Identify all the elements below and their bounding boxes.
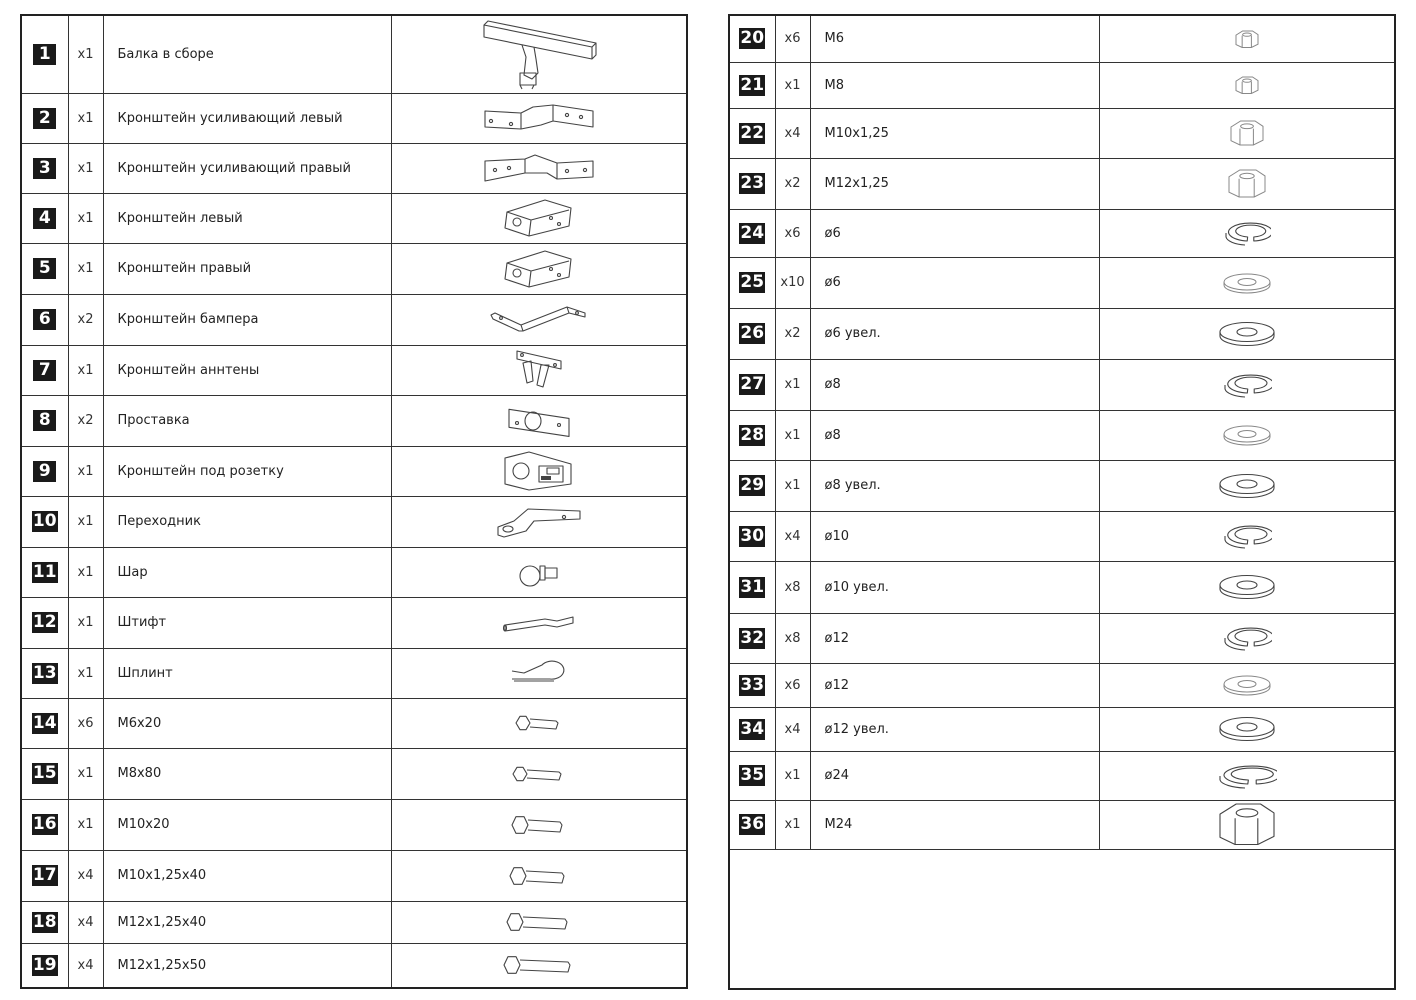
pin-icon	[392, 613, 687, 633]
spring-washer-icon	[1100, 522, 1395, 550]
part-name: Кронштейн усиливающий правый	[103, 143, 391, 193]
part-number-badge: 22	[740, 122, 765, 143]
part-drawing-cell	[1099, 613, 1395, 663]
part-number-cell	[21, 345, 68, 395]
part-quantity: x1	[68, 93, 103, 143]
part-drawing-cell	[1099, 257, 1395, 308]
part-name: Шплинт	[103, 648, 391, 698]
part-row	[729, 158, 1395, 209]
part-number-badge: 34	[740, 718, 765, 739]
part-number-cell	[21, 93, 68, 143]
part-number-badge: 25	[740, 272, 765, 292]
part-quantity: x1	[775, 410, 810, 460]
part-row	[21, 901, 687, 943]
bolt-icon	[392, 910, 687, 934]
bracket-left-icon	[392, 198, 687, 238]
part-number-cell	[729, 460, 775, 511]
part-number-cell	[729, 800, 775, 849]
part-row	[21, 698, 687, 748]
large-flat-washer-icon	[1100, 320, 1395, 348]
bolt-icon	[392, 864, 687, 888]
part-row	[21, 243, 687, 294]
part-row	[729, 751, 1395, 800]
adapter-icon	[392, 505, 687, 539]
bolt-icon	[392, 813, 687, 837]
part-name: M12x1,25x40	[103, 901, 391, 943]
part-number-badge: 6	[33, 309, 56, 330]
part-number-badge: 1	[33, 44, 56, 65]
part-row	[729, 257, 1395, 308]
bolt-icon	[392, 953, 687, 977]
part-name: ø10 увел.	[810, 561, 1099, 613]
part-number-badge: 7	[33, 360, 56, 381]
part-number-cell	[729, 613, 775, 663]
part-drawing-cell	[391, 850, 687, 901]
part-name: Переходник	[103, 496, 391, 547]
part-row	[729, 707, 1395, 751]
part-drawing-cell	[391, 496, 687, 547]
part-drawing-cell	[391, 547, 687, 597]
part-number-badge: 11	[32, 561, 57, 582]
part-number-badge: 3	[33, 158, 56, 179]
part-quantity: x4	[68, 901, 103, 943]
part-number-badge: 21	[740, 74, 765, 95]
parts-table-left-body	[21, 15, 687, 988]
part-quantity: x1	[68, 648, 103, 698]
part-number-badge: 12	[32, 612, 57, 632]
part-row	[729, 359, 1395, 410]
flat-washer-icon	[1100, 271, 1395, 295]
part-drawing-cell	[391, 294, 687, 345]
hex-nut-icon	[1100, 168, 1395, 199]
part-quantity: x2	[68, 395, 103, 446]
part-quantity: x1	[68, 243, 103, 294]
part-drawing-cell	[1099, 663, 1395, 707]
part-drawing-cell	[1099, 158, 1395, 209]
part-name: ø8 увел.	[810, 460, 1099, 511]
part-number-cell	[729, 511, 775, 561]
part-drawing-cell	[391, 901, 687, 943]
part-row	[21, 294, 687, 345]
part-number-badge: 28	[740, 424, 765, 445]
part-drawing-cell	[391, 93, 687, 143]
part-name: ø8	[810, 410, 1099, 460]
part-row	[21, 15, 687, 93]
part-name: ø12	[810, 663, 1099, 707]
part-number-badge: 8	[33, 410, 56, 431]
part-name: Балка в сборе	[103, 15, 391, 93]
part-number-cell	[729, 108, 775, 158]
part-number-cell	[21, 193, 68, 243]
part-drawing-cell	[1099, 308, 1395, 359]
part-quantity: x1	[68, 345, 103, 395]
part-row	[729, 613, 1395, 663]
flat-washer-icon	[1100, 673, 1395, 697]
part-quantity: x1	[775, 800, 810, 849]
large-flat-washer-icon	[1100, 573, 1395, 601]
part-drawing-cell	[391, 15, 687, 93]
part-quantity: x4	[68, 850, 103, 901]
part-quantity: x1	[775, 359, 810, 410]
hex-nut-icon	[1100, 29, 1395, 50]
part-number-cell	[21, 850, 68, 901]
cotter-pin-icon	[392, 659, 687, 687]
spring-washer-icon	[1100, 624, 1395, 652]
part-number-cell	[21, 547, 68, 597]
part-drawing-cell	[391, 193, 687, 243]
part-quantity: x6	[775, 15, 810, 62]
part-name: ø10	[810, 511, 1099, 561]
part-number-cell	[729, 257, 775, 308]
part-number-badge: 29	[740, 475, 765, 495]
part-quantity: x6	[775, 209, 810, 257]
part-number-cell	[729, 663, 775, 707]
part-row	[729, 460, 1395, 511]
part-quantity: x2	[68, 294, 103, 345]
part-name: M12x1,25x50	[103, 943, 391, 988]
flat-washer-icon	[1100, 423, 1395, 447]
reinforcing-bracket-right-icon	[392, 153, 687, 183]
part-number-cell	[21, 446, 68, 496]
part-drawing-cell	[1099, 108, 1395, 158]
part-row	[21, 648, 687, 698]
bolt-icon	[392, 762, 687, 786]
part-row	[21, 496, 687, 547]
part-row	[729, 561, 1395, 613]
empty-notes-row	[729, 849, 1395, 989]
part-number-badge: 35	[740, 765, 765, 785]
part-row	[21, 943, 687, 988]
bolt-icon	[392, 711, 687, 735]
part-drawing-cell	[391, 243, 687, 294]
part-drawing-cell	[1099, 460, 1395, 511]
part-row	[729, 308, 1395, 359]
part-number-badge: 10	[32, 511, 57, 531]
part-drawing-cell	[391, 345, 687, 395]
part-number-badge: 13	[32, 662, 57, 683]
part-quantity: x2	[775, 158, 810, 209]
part-drawing-cell	[1099, 800, 1395, 849]
part-number-badge: 18	[32, 911, 57, 932]
tow-bar-beam-icon	[392, 17, 687, 91]
part-drawing-cell	[391, 597, 687, 648]
part-quantity: x6	[775, 663, 810, 707]
part-number-badge: 14	[32, 712, 57, 733]
part-row	[21, 547, 687, 597]
part-name: M8x80	[103, 748, 391, 799]
part-number-cell	[729, 410, 775, 460]
reinforcing-bracket-left-icon	[392, 103, 687, 133]
part-drawing-cell	[1099, 209, 1395, 257]
part-quantity: x1	[68, 496, 103, 547]
part-number-badge: 27	[740, 374, 765, 394]
part-row	[729, 209, 1395, 257]
part-name: M24	[810, 800, 1099, 849]
part-row	[21, 143, 687, 193]
part-number-cell	[729, 62, 775, 108]
tow-ball-icon	[392, 554, 687, 590]
parts-table-left	[20, 14, 688, 989]
part-number-badge: 24	[740, 222, 765, 243]
part-number-cell	[21, 496, 68, 547]
part-quantity: x1	[68, 15, 103, 93]
part-drawing-cell	[391, 648, 687, 698]
part-name: M6	[810, 15, 1099, 62]
part-number-cell	[729, 158, 775, 209]
part-row	[729, 663, 1395, 707]
part-drawing-cell	[1099, 707, 1395, 751]
part-number-cell	[21, 243, 68, 294]
part-quantity: x8	[775, 613, 810, 663]
part-name: Кронштейн усиливающий левый	[103, 93, 391, 143]
part-drawing-cell	[391, 395, 687, 446]
part-number-badge: 16	[32, 814, 57, 834]
part-number-cell	[21, 15, 68, 93]
part-quantity: x1	[68, 143, 103, 193]
part-name: Кронштейн левый	[103, 193, 391, 243]
part-number-cell	[729, 209, 775, 257]
part-name: ø24	[810, 751, 1099, 800]
part-number-badge: 33	[740, 674, 765, 695]
part-row	[21, 799, 687, 850]
part-number-badge: 36	[740, 814, 765, 834]
part-number-badge: 20	[740, 28, 765, 49]
part-drawing-cell	[1099, 359, 1395, 410]
part-name: M10x1,25	[810, 108, 1099, 158]
part-row	[21, 748, 687, 799]
part-number-cell	[21, 597, 68, 648]
part-quantity: x4	[775, 108, 810, 158]
spring-washer-icon	[1100, 371, 1395, 399]
part-number-badge: 19	[32, 954, 57, 975]
part-drawing-cell	[391, 143, 687, 193]
part-row	[729, 62, 1395, 108]
part-number-cell	[21, 901, 68, 943]
empty-notes-area	[729, 849, 1395, 989]
part-number-cell	[21, 395, 68, 446]
part-number-cell	[21, 799, 68, 850]
part-number-badge: 4	[33, 208, 56, 229]
part-number-cell	[729, 308, 775, 359]
part-row	[729, 511, 1395, 561]
part-quantity: x1	[775, 751, 810, 800]
spacer-icon	[392, 405, 687, 437]
part-name: M6x20	[103, 698, 391, 748]
part-number-badge: 32	[740, 627, 765, 648]
large-flat-washer-icon	[1100, 715, 1395, 743]
part-number-badge: 26	[740, 323, 765, 343]
part-name: Штифт	[103, 597, 391, 648]
part-drawing-cell	[391, 799, 687, 850]
socket-bracket-icon	[392, 450, 687, 492]
part-row	[21, 345, 687, 395]
part-quantity: x1	[775, 460, 810, 511]
part-number-cell	[21, 294, 68, 345]
part-name: Шар	[103, 547, 391, 597]
part-name: M10x1,25x40	[103, 850, 391, 901]
part-name: ø12	[810, 613, 1099, 663]
part-row	[729, 108, 1395, 158]
bumper-bracket-icon	[392, 305, 687, 335]
part-name: Кронштейн правый	[103, 243, 391, 294]
parts-table-right-body	[729, 15, 1395, 989]
part-number-cell	[21, 748, 68, 799]
large-flat-washer-icon	[1100, 472, 1395, 500]
bracket-right-icon	[392, 249, 687, 289]
part-row	[21, 93, 687, 143]
part-row	[729, 410, 1395, 460]
part-number-cell	[21, 943, 68, 988]
part-quantity: x6	[68, 698, 103, 748]
part-quantity: x1	[68, 799, 103, 850]
part-drawing-cell	[1099, 410, 1395, 460]
hex-nut-icon	[1100, 75, 1395, 96]
part-name: Проставка	[103, 395, 391, 446]
part-row	[729, 15, 1395, 62]
part-number-badge: 17	[32, 865, 57, 885]
part-drawing-cell	[391, 446, 687, 496]
part-quantity: x8	[775, 561, 810, 613]
part-name: Кронштейн бампера	[103, 294, 391, 345]
hex-nut-icon	[1100, 802, 1395, 847]
part-number-badge: 2	[33, 108, 56, 129]
part-number-badge: 31	[740, 576, 765, 597]
part-row	[21, 850, 687, 901]
part-name: Кронштейн аннтены	[103, 345, 391, 395]
part-number-cell	[21, 143, 68, 193]
antenna-bracket-icon	[392, 349, 687, 391]
part-number-cell	[729, 561, 775, 613]
part-row	[21, 193, 687, 243]
part-number-cell	[21, 698, 68, 748]
part-name: ø12 увел.	[810, 707, 1099, 751]
part-drawing-cell	[1099, 62, 1395, 108]
part-number-cell	[729, 751, 775, 800]
part-row	[21, 395, 687, 446]
part-drawing-cell	[1099, 511, 1395, 561]
part-drawing-cell	[1099, 751, 1395, 800]
part-quantity: x1	[68, 748, 103, 799]
part-name: ø6	[810, 209, 1099, 257]
part-name: ø8	[810, 359, 1099, 410]
spring-washer-icon	[1100, 219, 1395, 247]
part-number-badge: 23	[740, 173, 765, 193]
part-quantity: x4	[775, 707, 810, 751]
part-number-badge: 15	[32, 763, 57, 783]
part-quantity: x1	[68, 446, 103, 496]
parts-table-right	[728, 14, 1396, 990]
part-drawing-cell	[1099, 561, 1395, 613]
part-quantity: x1	[68, 597, 103, 648]
part-number-cell	[729, 359, 775, 410]
part-drawing-cell	[1099, 15, 1395, 62]
part-drawing-cell	[391, 698, 687, 748]
part-name: ø6	[810, 257, 1099, 308]
part-row	[21, 446, 687, 496]
part-row	[21, 597, 687, 648]
part-row	[729, 800, 1395, 849]
part-name: M10x20	[103, 799, 391, 850]
part-quantity: x1	[775, 62, 810, 108]
part-drawing-cell	[391, 748, 687, 799]
part-number-badge: 5	[33, 258, 56, 279]
part-number-cell	[729, 707, 775, 751]
part-number-badge: 9	[33, 461, 56, 482]
part-number-badge: 30	[740, 525, 765, 546]
part-name: M12x1,25	[810, 158, 1099, 209]
hex-nut-icon	[1100, 119, 1395, 147]
part-number-cell	[729, 15, 775, 62]
part-drawing-cell	[391, 943, 687, 988]
part-quantity: x10	[775, 257, 810, 308]
part-name: M8	[810, 62, 1099, 108]
part-quantity: x2	[775, 308, 810, 359]
spring-washer-icon	[1100, 762, 1395, 790]
part-name: ø6 увел.	[810, 308, 1099, 359]
part-quantity: x1	[68, 547, 103, 597]
part-name: Кронштейн под розетку	[103, 446, 391, 496]
part-number-cell	[21, 648, 68, 698]
part-quantity: x4	[775, 511, 810, 561]
part-quantity: x4	[68, 943, 103, 988]
part-quantity: x1	[68, 193, 103, 243]
